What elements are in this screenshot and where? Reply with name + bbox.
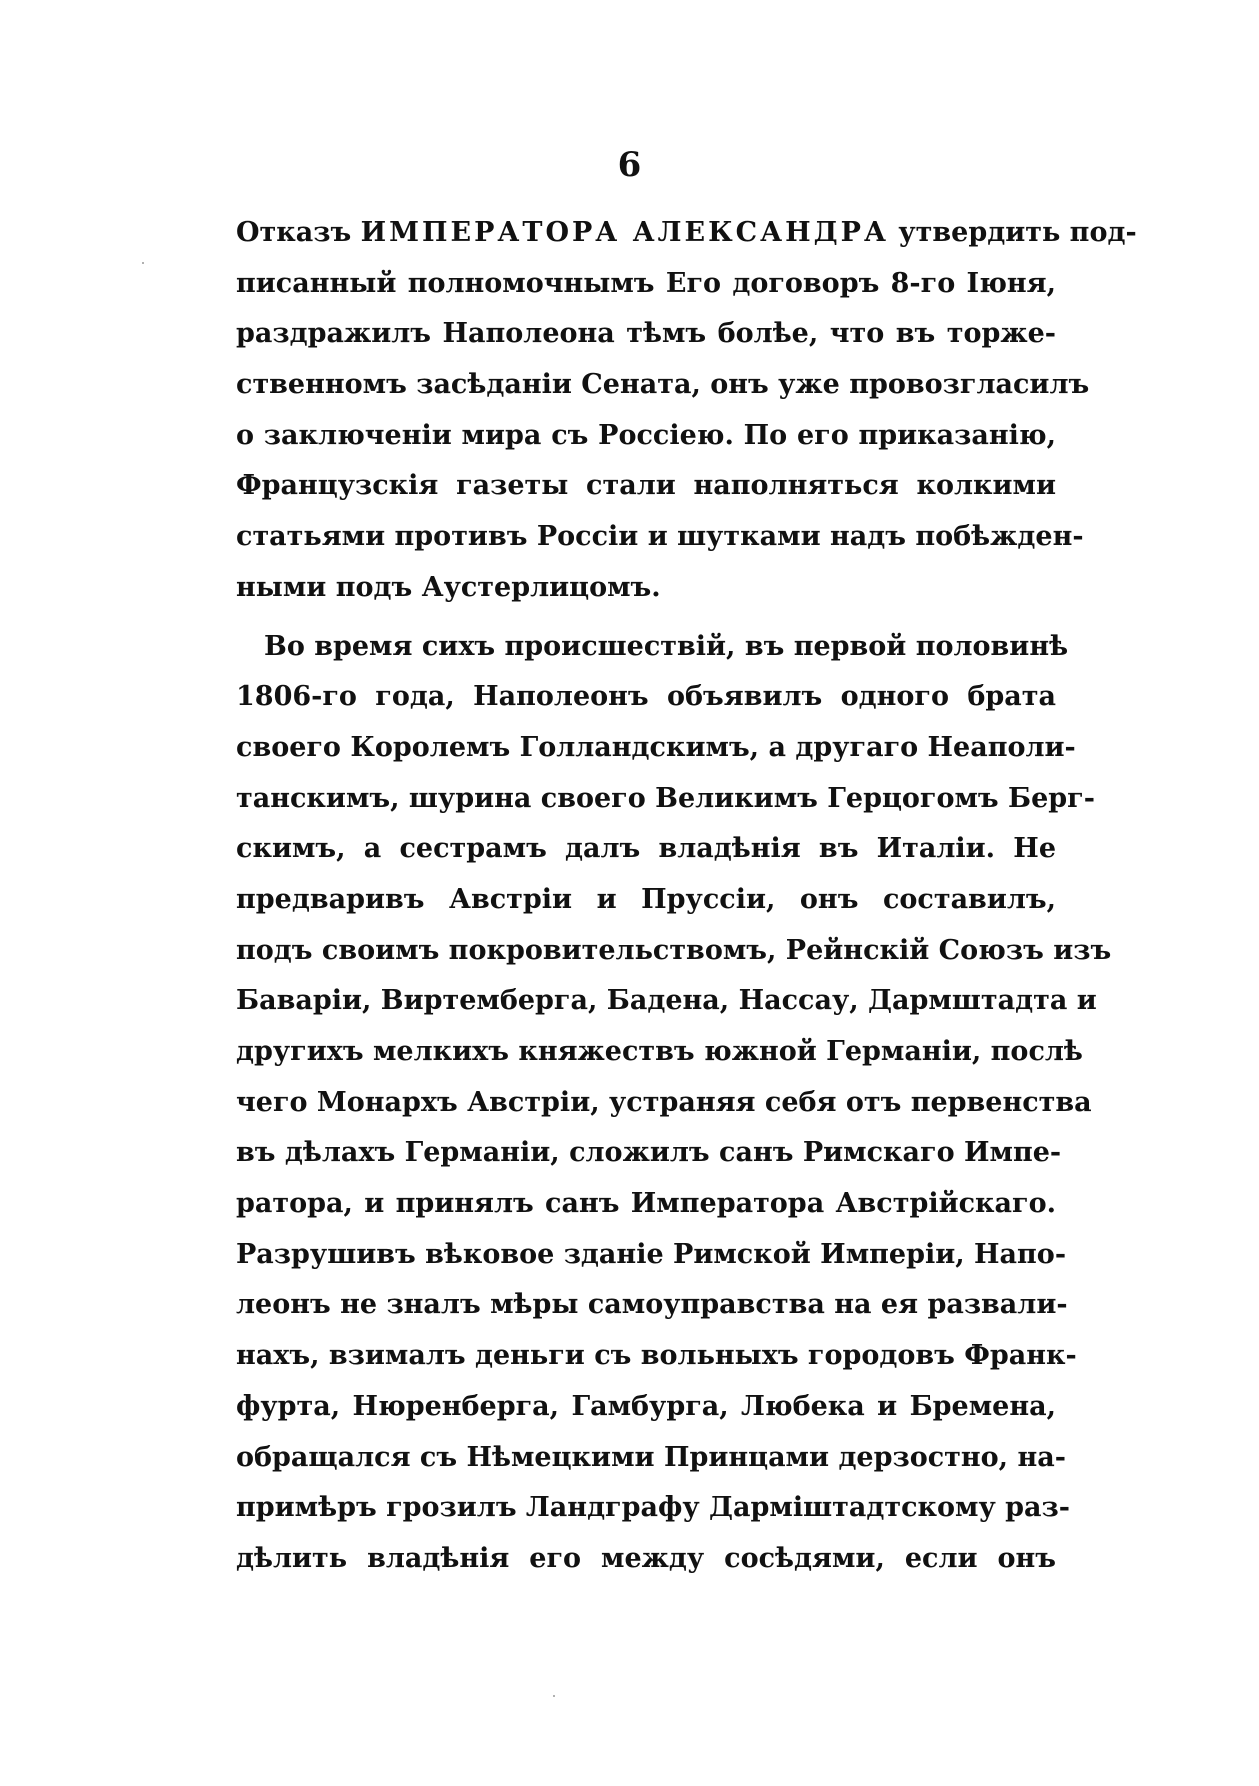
emperor-name: ИМПЕРАТОРА АЛЕКСАНДРА: [360, 217, 889, 248]
paper-speck: [553, 1695, 555, 1697]
page-number: 6: [617, 145, 642, 185]
text-line: статьями противъ Россіи и шутками надъ побѣжден-: [236, 521, 1084, 553]
text-line: о заключеніи мира съ Россіею. По его приказанію,: [236, 419, 1056, 451]
text-line: Баваріи, Виртемберга, Бадена, Нассау, Дармштадта и: [236, 985, 1097, 1017]
text-line: скимъ, а сестрамъ далъ владѣнія въ Италіи. Не: [236, 833, 1056, 865]
text-line: раздражилъ Наполеона тѣмъ болѣе, что въ торже-: [236, 318, 1056, 350]
text-line: ратора, и принялъ санъ Императора Австрійскаго.: [236, 1188, 1056, 1220]
text-line: Разрушивъ вѣковое зданіе Римской Имперіи, Напо-: [236, 1238, 1067, 1270]
text-line: примѣръ грозилъ Ландграфу Дарміштадтскому раз-: [236, 1492, 1070, 1524]
text-line: другихъ мелкихъ княжествъ южной Германіи, послѣ: [236, 1036, 1083, 1067]
text-line: ными подъ Аустерлицомъ.: [236, 571, 661, 603]
text-line: подъ своимъ покровительствомъ, Рейнскій Союзъ изъ: [236, 934, 1112, 966]
text-line: Французскія газеты стали наполняться колкими: [236, 470, 1056, 502]
text-line: нахъ, взималъ деньги съ вольныхъ городовъ Франк-: [236, 1340, 1077, 1372]
text-line: фурта, Нюренберга, Гамбурга, Любека и Бремена,: [236, 1390, 1056, 1422]
body-text: [236, 208, 1137, 1585]
text-line: 1806-го года, Наполеонъ объявилъ одного брата: [236, 681, 1056, 713]
text-line: ственномъ засѣданіи Сената, онъ уже провозгласилъ: [236, 369, 1090, 401]
text-line: въ дѣлахъ Германіи, сложилъ санъ Римскаго Импе-: [236, 1137, 1062, 1169]
text-line: танскимъ, шурина своего Великимъ Герцогомъ Берг-: [236, 782, 1095, 814]
text-line: писанный полномочнымъ Его договоръ 8-го Іюня,: [236, 267, 1056, 299]
text-line: предваривъ Австріи и Пруссіи, онъ составилъ,: [236, 883, 1056, 915]
text-line: Отказъ ИМПЕРАТОРА АЛЕКСАНДРА утвердить под-: [236, 217, 1137, 248]
text-line: обращался съ Нѣмецкими Принцами дерзостно, на-: [236, 1441, 1066, 1473]
text-line: леонъ не зналъ мѣры самоуправства на ея развали-: [236, 1289, 1068, 1321]
text-line: Во время сихъ происшествій, въ первой половинѣ: [264, 630, 1069, 662]
text-line: чего Монархъ Австріи, устраняя себя отъ первенства: [236, 1086, 1092, 1118]
paper-speck: [142, 262, 144, 264]
text-line: дѣлить владѣнія его между сосѣдями, если онъ: [236, 1542, 1056, 1574]
text-line: своего Королемъ Голландскимъ, а другаго Неаполи-: [236, 731, 1076, 763]
